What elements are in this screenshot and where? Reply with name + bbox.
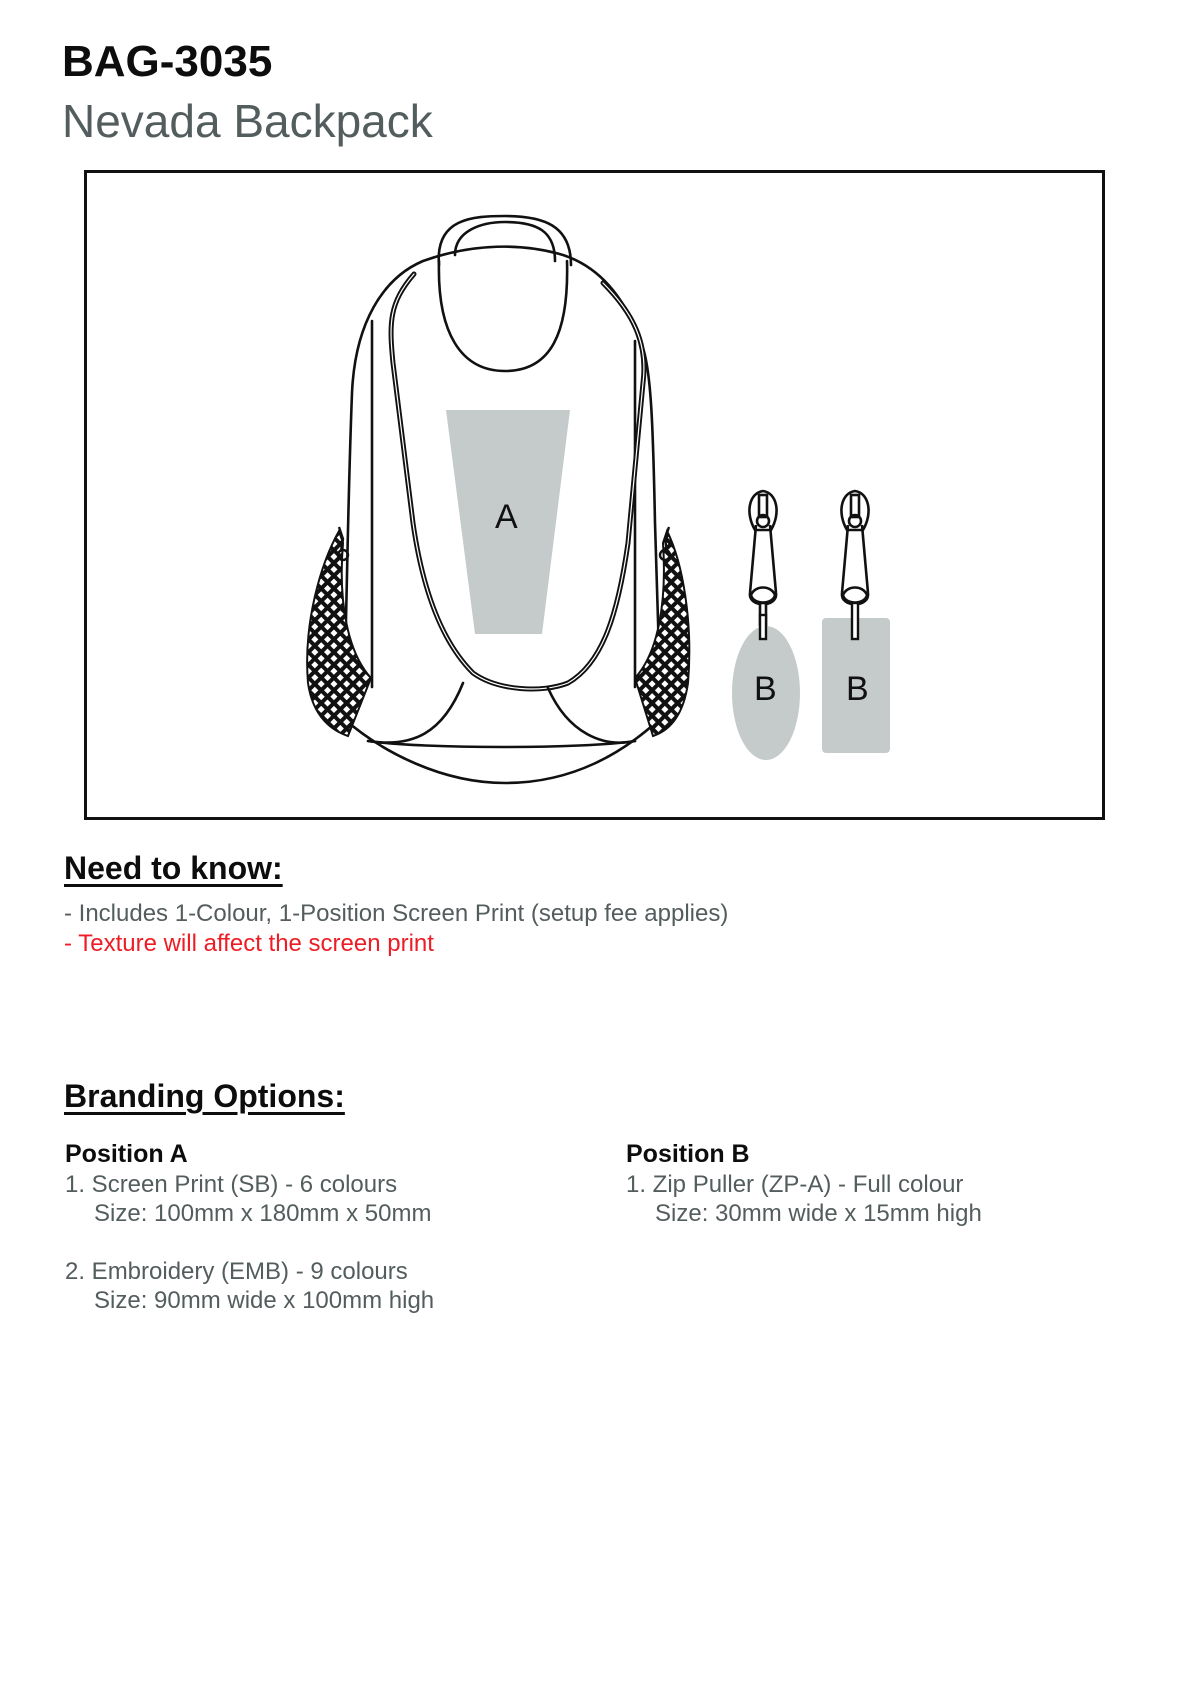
product-name: Nevada Backpack [62, 95, 433, 147]
need-to-know-heading: Need to know: [64, 850, 283, 886]
position-b-rect-label: B [846, 670, 869, 708]
position-a-title: Position A [65, 1140, 188, 1168]
product-code: BAG-3035 [62, 37, 273, 86]
zip-puller-rect [841, 491, 868, 604]
position-a-option-1-method: 1. Screen Print (SB) - 6 colours [65, 1171, 398, 1198]
branding-options-heading: Branding Options: [64, 1078, 345, 1114]
backpack-illustration [87, 173, 1102, 817]
mesh-pocket-right [635, 531, 689, 736]
note-setup-fee: - Includes 1-Colour, 1-Position Screen Print (setup fee applies) [64, 900, 729, 927]
position-a-option-2-size: Size: 90mm wide x 100mm high [94, 1287, 435, 1314]
position-a-option-1-size: Size: 100mm x 180mm x 50mm [94, 1200, 432, 1227]
mesh-pocket-left [307, 531, 371, 736]
bottom-panel [368, 683, 463, 743]
position-b-oval-label: B [754, 670, 777, 708]
position-b-option-1-method: 1. Zip Puller (ZP-A) - Full colour [626, 1171, 964, 1198]
handle-inner [455, 222, 555, 261]
position-b-title: Position B [626, 1140, 750, 1168]
zip-puller-oval [749, 491, 776, 625]
note-texture-warning: - Texture will affect the screen print [64, 930, 434, 957]
position-a-label: A [495, 498, 518, 536]
top-panel [439, 261, 567, 371]
product-illustration-frame [84, 170, 1105, 820]
position-a-option-2-method: 2. Embroidery (EMB) - 9 colours [65, 1258, 408, 1285]
position-b-option-1-size: Size: 30mm wide x 15mm high [655, 1200, 982, 1227]
